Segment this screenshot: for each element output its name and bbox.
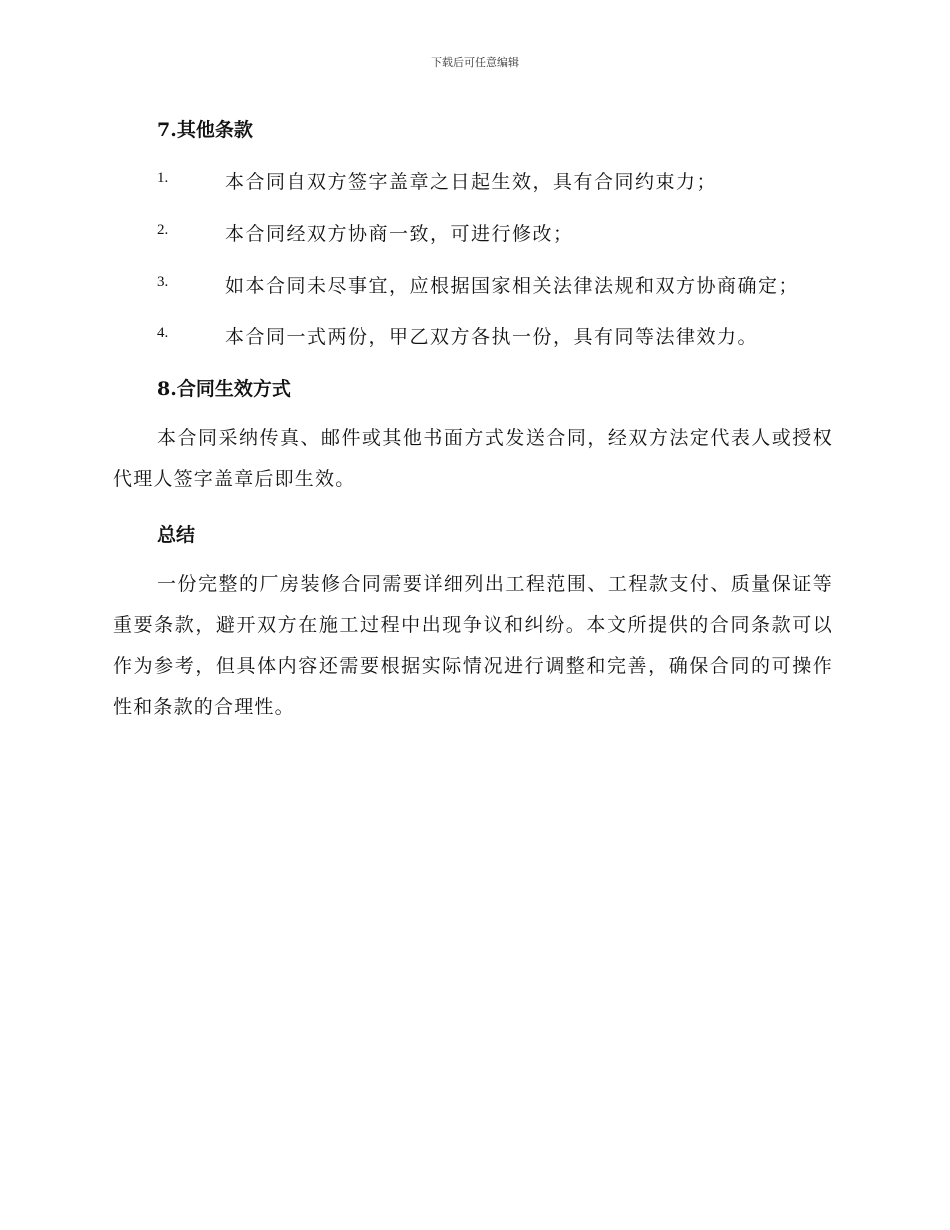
clause-number: 3.: [157, 274, 169, 290]
effect-paragraph: 本合同采纳传真、邮件或其他书面方式发送合同，经双方法定代表人或授权代理人签字盖章后即生效。: [113, 427, 833, 490]
section-8-heading: 8.合同生效方式: [157, 378, 291, 400]
clause-number: 4.: [157, 325, 169, 341]
clause-text: 本合同一式两份，甲乙双方各执一份，具有同等法律效力。: [225, 326, 759, 348]
page-header-note: 下载后可任意编辑: [431, 56, 519, 69]
clause-text: 如本合同未尽事宜，应根据国家相关法律法规和双方协商确定；: [225, 275, 800, 297]
clause-text: 本合同自双方签字盖章之日起生效，具有合同约束力；: [225, 171, 718, 193]
summary-heading: 总结: [157, 524, 196, 546]
section-7-heading: 7.其他条款: [157, 119, 253, 141]
clause-number: 1.: [157, 170, 169, 186]
clause-number: 2.: [157, 222, 169, 238]
clause-text: 本合同经双方协商一致，可进行修改；: [225, 223, 574, 245]
summary-paragraph: 一份完整的厂房装修合同需要详细列出工程范围、工程款支付、质量保证等重要条款，避开双方在施工过程中出现争议和纠纷。本文所提供的合同条款可以作为参考，但具体内容还需要根据实际情况进行调整和完善，确保合同的可操作性和条款的合理性。: [113, 573, 833, 718]
